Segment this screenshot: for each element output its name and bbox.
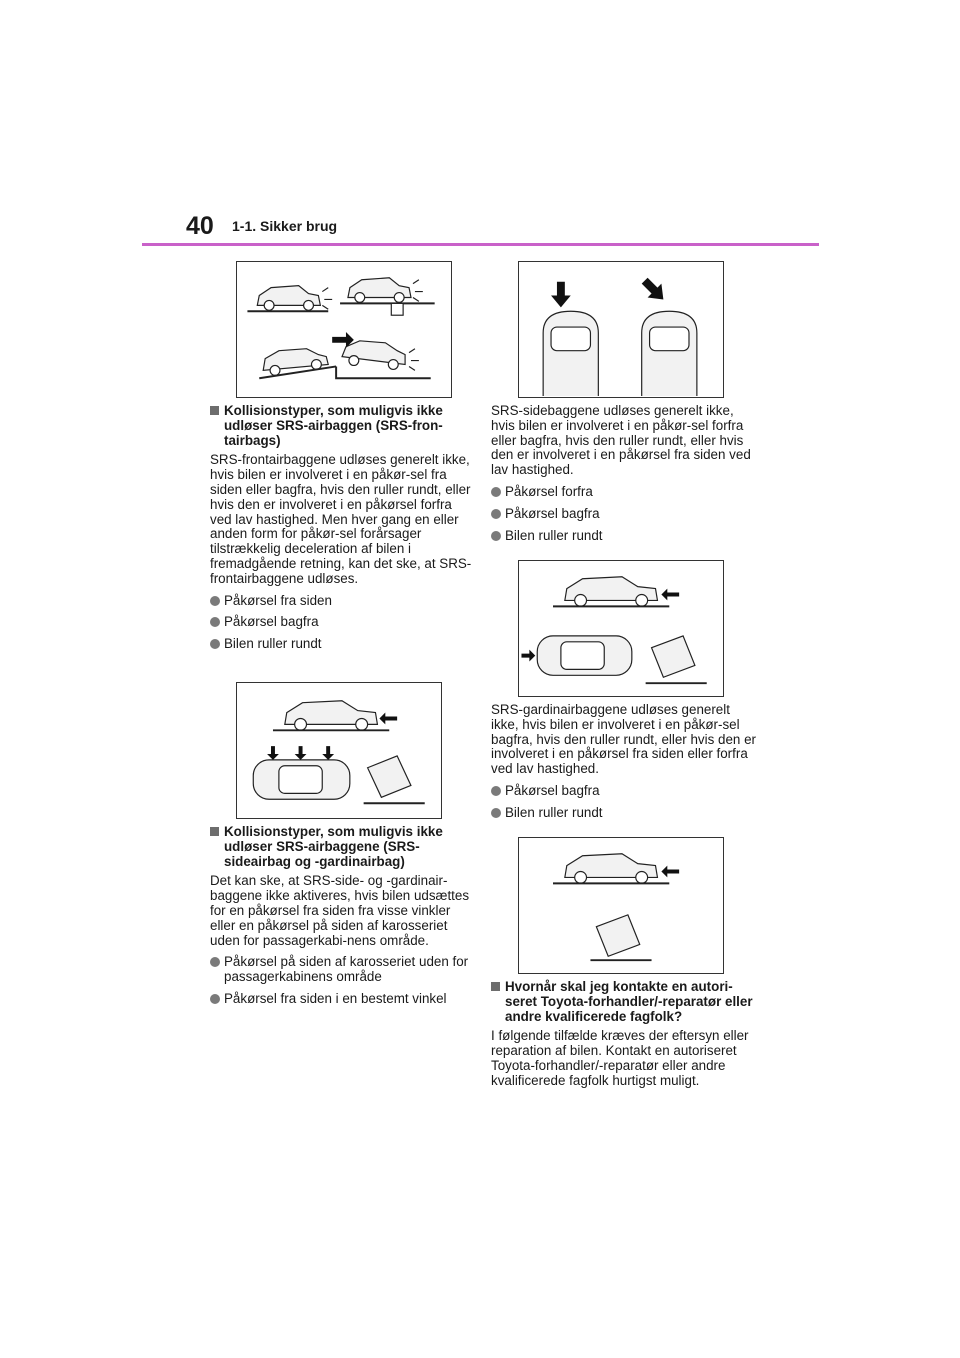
bullet-icon (491, 487, 501, 497)
front-airbag-section (210, 404, 475, 652)
front-collision-illustration (236, 261, 452, 398)
rear-rollover-drawing (519, 838, 723, 973)
section-marker-icon (210, 406, 219, 415)
front-airbag-heading: Kollisionstyper, som muligvis ikke udløser SRS-airbaggen (SRS-fron-tairbags) (210, 404, 475, 448)
rear-side-rollover-drawing (519, 561, 723, 696)
frontal-oblique-illustration (518, 261, 724, 398)
side-curtain-airbag-paragraph: Det kan ske, at SRS-side- og -gardinair-baggene ikke aktiveres, hvis bilen udsættes for en påkørsel fra siden fra visse vinkler eller en påkørsel på siden af karosseriet uden for passagerkabi-nens område. (210, 873, 470, 948)
side-airbag-paragraph: SRS-sidebaggene udløses generelt ikke, hvis bilen er involveret i en påkør-sel forfra eller bagfra, hvis den ruller rundt, eller hvis den er involveret i en påkørsel fra siden ved lav hastighed. (491, 403, 751, 478)
side-rear-rollover-illustration (236, 682, 442, 819)
section-title: 1-1. Sikker brug (232, 218, 338, 234)
contact-dealer-paragraph: I følgende tilfælde kræves der eftersyn eller reparation af bilen. Kontakt en autoriseret Toyota-forhandler/-reparatør eller andre kvalificerede fagfolk hurtigst muligt. (491, 1028, 749, 1088)
section-marker-icon (491, 982, 500, 991)
side-curtain-airbag-heading: Kollisionstyper, som muligvis ikke udløser SRS-airbaggene (SRS-sideairbag og -gardinairbag) (210, 825, 475, 869)
list-item: Påkørsel fra siden (210, 594, 475, 609)
bullet-icon (210, 596, 220, 606)
bullet-icon (210, 639, 220, 649)
bullet-icon (491, 531, 501, 541)
front-collision-drawing (237, 262, 451, 397)
list-item: Påkørsel fra siden i en bestemt vinkel (210, 992, 475, 1007)
frontal-oblique-drawing (519, 262, 723, 397)
curtain-airbag-paragraph: SRS-gardinairbaggene udløses generelt ikke, hvis bilen er involveret i en påkør-sel bagfra, hvis den ruller rundt, eller hvis den er involveret i en påkørsel fra siden eller forfra ved lav hastighed. (491, 702, 756, 777)
list-item: Bilen ruller rundt (491, 529, 759, 544)
contact-dealer-heading: Hvornår skal jeg kontakte en autori-seret Toyota-forhandler/-reparatør eller andre kvalificerede fagfolk? (491, 980, 759, 1024)
list-item: Påkørsel bagfra (210, 615, 475, 630)
rear-side-rollover-illustration (518, 560, 724, 697)
bullet-icon (491, 808, 501, 818)
header-rule (142, 243, 819, 246)
list-item: Påkørsel bagfra (491, 507, 759, 522)
bullet-icon (491, 786, 501, 796)
bullet-icon (210, 617, 220, 627)
side-airbag-section (491, 404, 759, 543)
curtain-airbag-section (491, 703, 759, 821)
bullet-icon (491, 509, 501, 519)
side-curtain-airbag-section (210, 825, 475, 1007)
side-rear-rollover-drawing (237, 683, 441, 818)
contact-dealer-section (491, 980, 759, 1089)
list-item: Påkørsel bagfra (491, 784, 759, 799)
front-airbag-paragraph: SRS-frontairbaggene udløses generelt ikke, hvis bilen er involveret i en påkør-sel fra siden eller bagfra, hvis den ruller rundt, eller hvis den er involveret i en påkørsel forfra ved lav hastighed. Men hver gang en eller anden form for påkør-sel forårsager tilstrækkelig deceleration af bilen i fremadgående retning, kan det ske, at SRS-frontairbaggene udløses. (210, 452, 472, 586)
bullet-icon (210, 957, 220, 967)
list-item: Bilen ruller rundt (210, 637, 475, 652)
list-item: Bilen ruller rundt (491, 806, 759, 821)
list-item: Påkørsel forfra (491, 485, 759, 500)
page-number: 40 (186, 212, 214, 240)
bullet-icon (210, 994, 220, 1004)
section-marker-icon (210, 827, 219, 836)
list-item: Påkørsel på siden af karosseriet uden for passagerkabinens område (210, 955, 475, 985)
rear-rollover-illustration (518, 837, 724, 974)
